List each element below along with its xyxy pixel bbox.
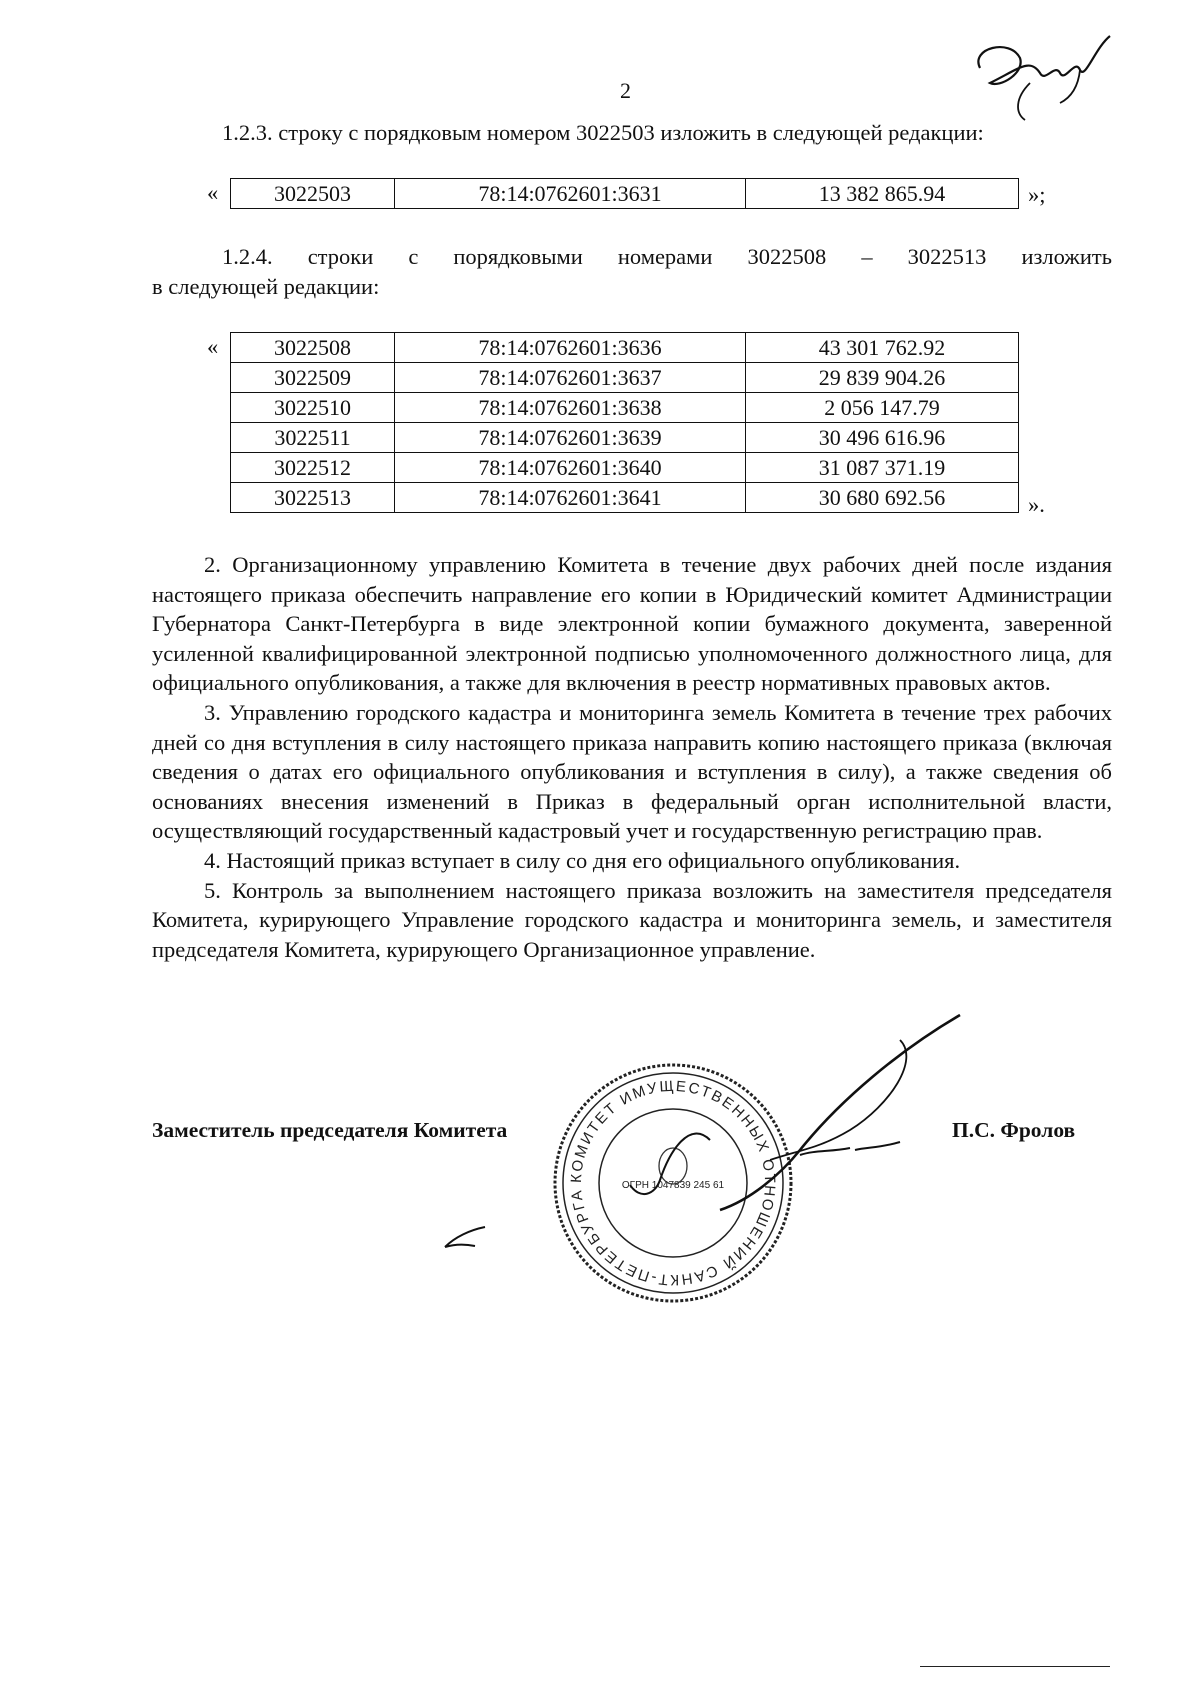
row-number-cell: 3022503: [231, 179, 395, 209]
row-number-cell: 3022511: [231, 423, 395, 453]
table-row: [231, 483, 1019, 513]
page-number: 2: [620, 78, 631, 103]
cadastral-number-cell: 78:14:0762601:3631: [395, 179, 746, 209]
close-quote: »;: [1028, 182, 1046, 207]
paragraph-5: 5. Контроль за выполнением настоящего приказа возложить на заместителя председателя Комитета, курирующего Управление городского кадастра и мониторинга земель, и заместителя председателя Комитета, курирующего Организационное управление.: [152, 877, 1112, 962]
item-1-2-4-text: 1.2.4. строки с порядковыми номерами 3022508 – 3022513 изложить: [222, 244, 1112, 269]
table-row: [231, 453, 1019, 483]
value-cell: 29 839 904.26: [746, 363, 1019, 393]
body-paragraphs: [152, 550, 1112, 964]
table-row: [231, 333, 1019, 363]
signatory-position: Заместитель председателя Комитета: [152, 1118, 508, 1142]
initials-signature: [960, 28, 1120, 128]
single-row-table: [230, 178, 1019, 209]
open-quote: «: [207, 180, 219, 205]
table-row: [231, 363, 1019, 393]
row-number-cell: 3022509: [231, 363, 395, 393]
table-row: [231, 393, 1019, 423]
cadastral-number-cell: 78:14:0762601:3641: [395, 483, 746, 513]
close-quote: ».: [1028, 492, 1045, 517]
value-cell: 30 680 692.56: [746, 483, 1019, 513]
value-cell: 31 087 371.19: [746, 453, 1019, 483]
value-cell: 2 056 147.79: [746, 393, 1019, 423]
row-number-cell: 3022512: [231, 453, 395, 483]
open-quote: «: [207, 334, 219, 359]
item-1-2-3-text: 1.2.3. строку с порядковым номером 3022503 изложить в следующей редакции:: [222, 120, 984, 145]
footer-rule: [920, 1666, 1110, 1667]
pen-mark: [440, 1222, 490, 1252]
handwritten-signature: [600, 1010, 980, 1220]
value-cell: 30 496 616.96: [746, 423, 1019, 453]
stamp-inner-text: ОГРН 1047839 245 61: [621, 1180, 725, 1191]
table-row: [231, 179, 1019, 209]
row-number-cell: 3022513: [231, 483, 395, 513]
paragraph-2: 2. Организационному управлению Комитета в течение двух рабочих дней после издания настоящего приказа обеспечить направление его копии в Юридический комитет Администрации Губернатора Санкт-Петербурга в виде электронной копии бумажного документа, заверенной усиленной квалифицированной электронной подписью уполномоченного должностного лица, для официального опубликования, а также для включения в реестр нормативных правовых актов.: [152, 552, 1112, 696]
multi-row-table: [230, 332, 1019, 513]
paragraph-3: 3. Управлению городского кадастра и мониторинга земель Комитета в течение трех рабочих дней со дня вступления в силу настоящего приказа направить копию настоящего приказа (включая сведения о датах его официального опубликования и вступления в силу), а также сведения об основаниях внесения изменений в Приказ в федеральный орган исполнительной власти, осуществляющий государственный кадастровый учет и государственную регистрацию прав.: [152, 699, 1112, 844]
table-row: [231, 423, 1019, 453]
stamp-outer-text: КОМИТЕТ ИМУЩЕСТВЕННЫХ ОТНОШЕНИЙ САНКТ-ПЕТЕРБУРГА: [567, 1077, 779, 1289]
row-number-cell: 3022510: [231, 393, 395, 423]
cadastral-number-cell: 78:14:0762601:3637: [395, 363, 746, 393]
value-cell: 43 301 762.92: [746, 333, 1019, 363]
paragraph-4: 4. Настоящий приказ вступает в силу со дня его официального опубликования.: [204, 847, 961, 873]
cadastral-number-cell: 78:14:0762601:3636: [395, 333, 746, 363]
cadastral-number-cell: 78:14:0762601:3639: [395, 423, 746, 453]
cadastral-number-cell: 78:14:0762601:3640: [395, 453, 746, 483]
row-number-cell: 3022508: [231, 333, 395, 363]
value-cell: 13 382 865.94: [746, 179, 1019, 209]
signatory-name: П.С. Фролов: [952, 1118, 1076, 1142]
cadastral-number-cell: 78:14:0762601:3638: [395, 393, 746, 423]
item-1-2-4-text-cont: в следующей редакции:: [152, 274, 380, 299]
